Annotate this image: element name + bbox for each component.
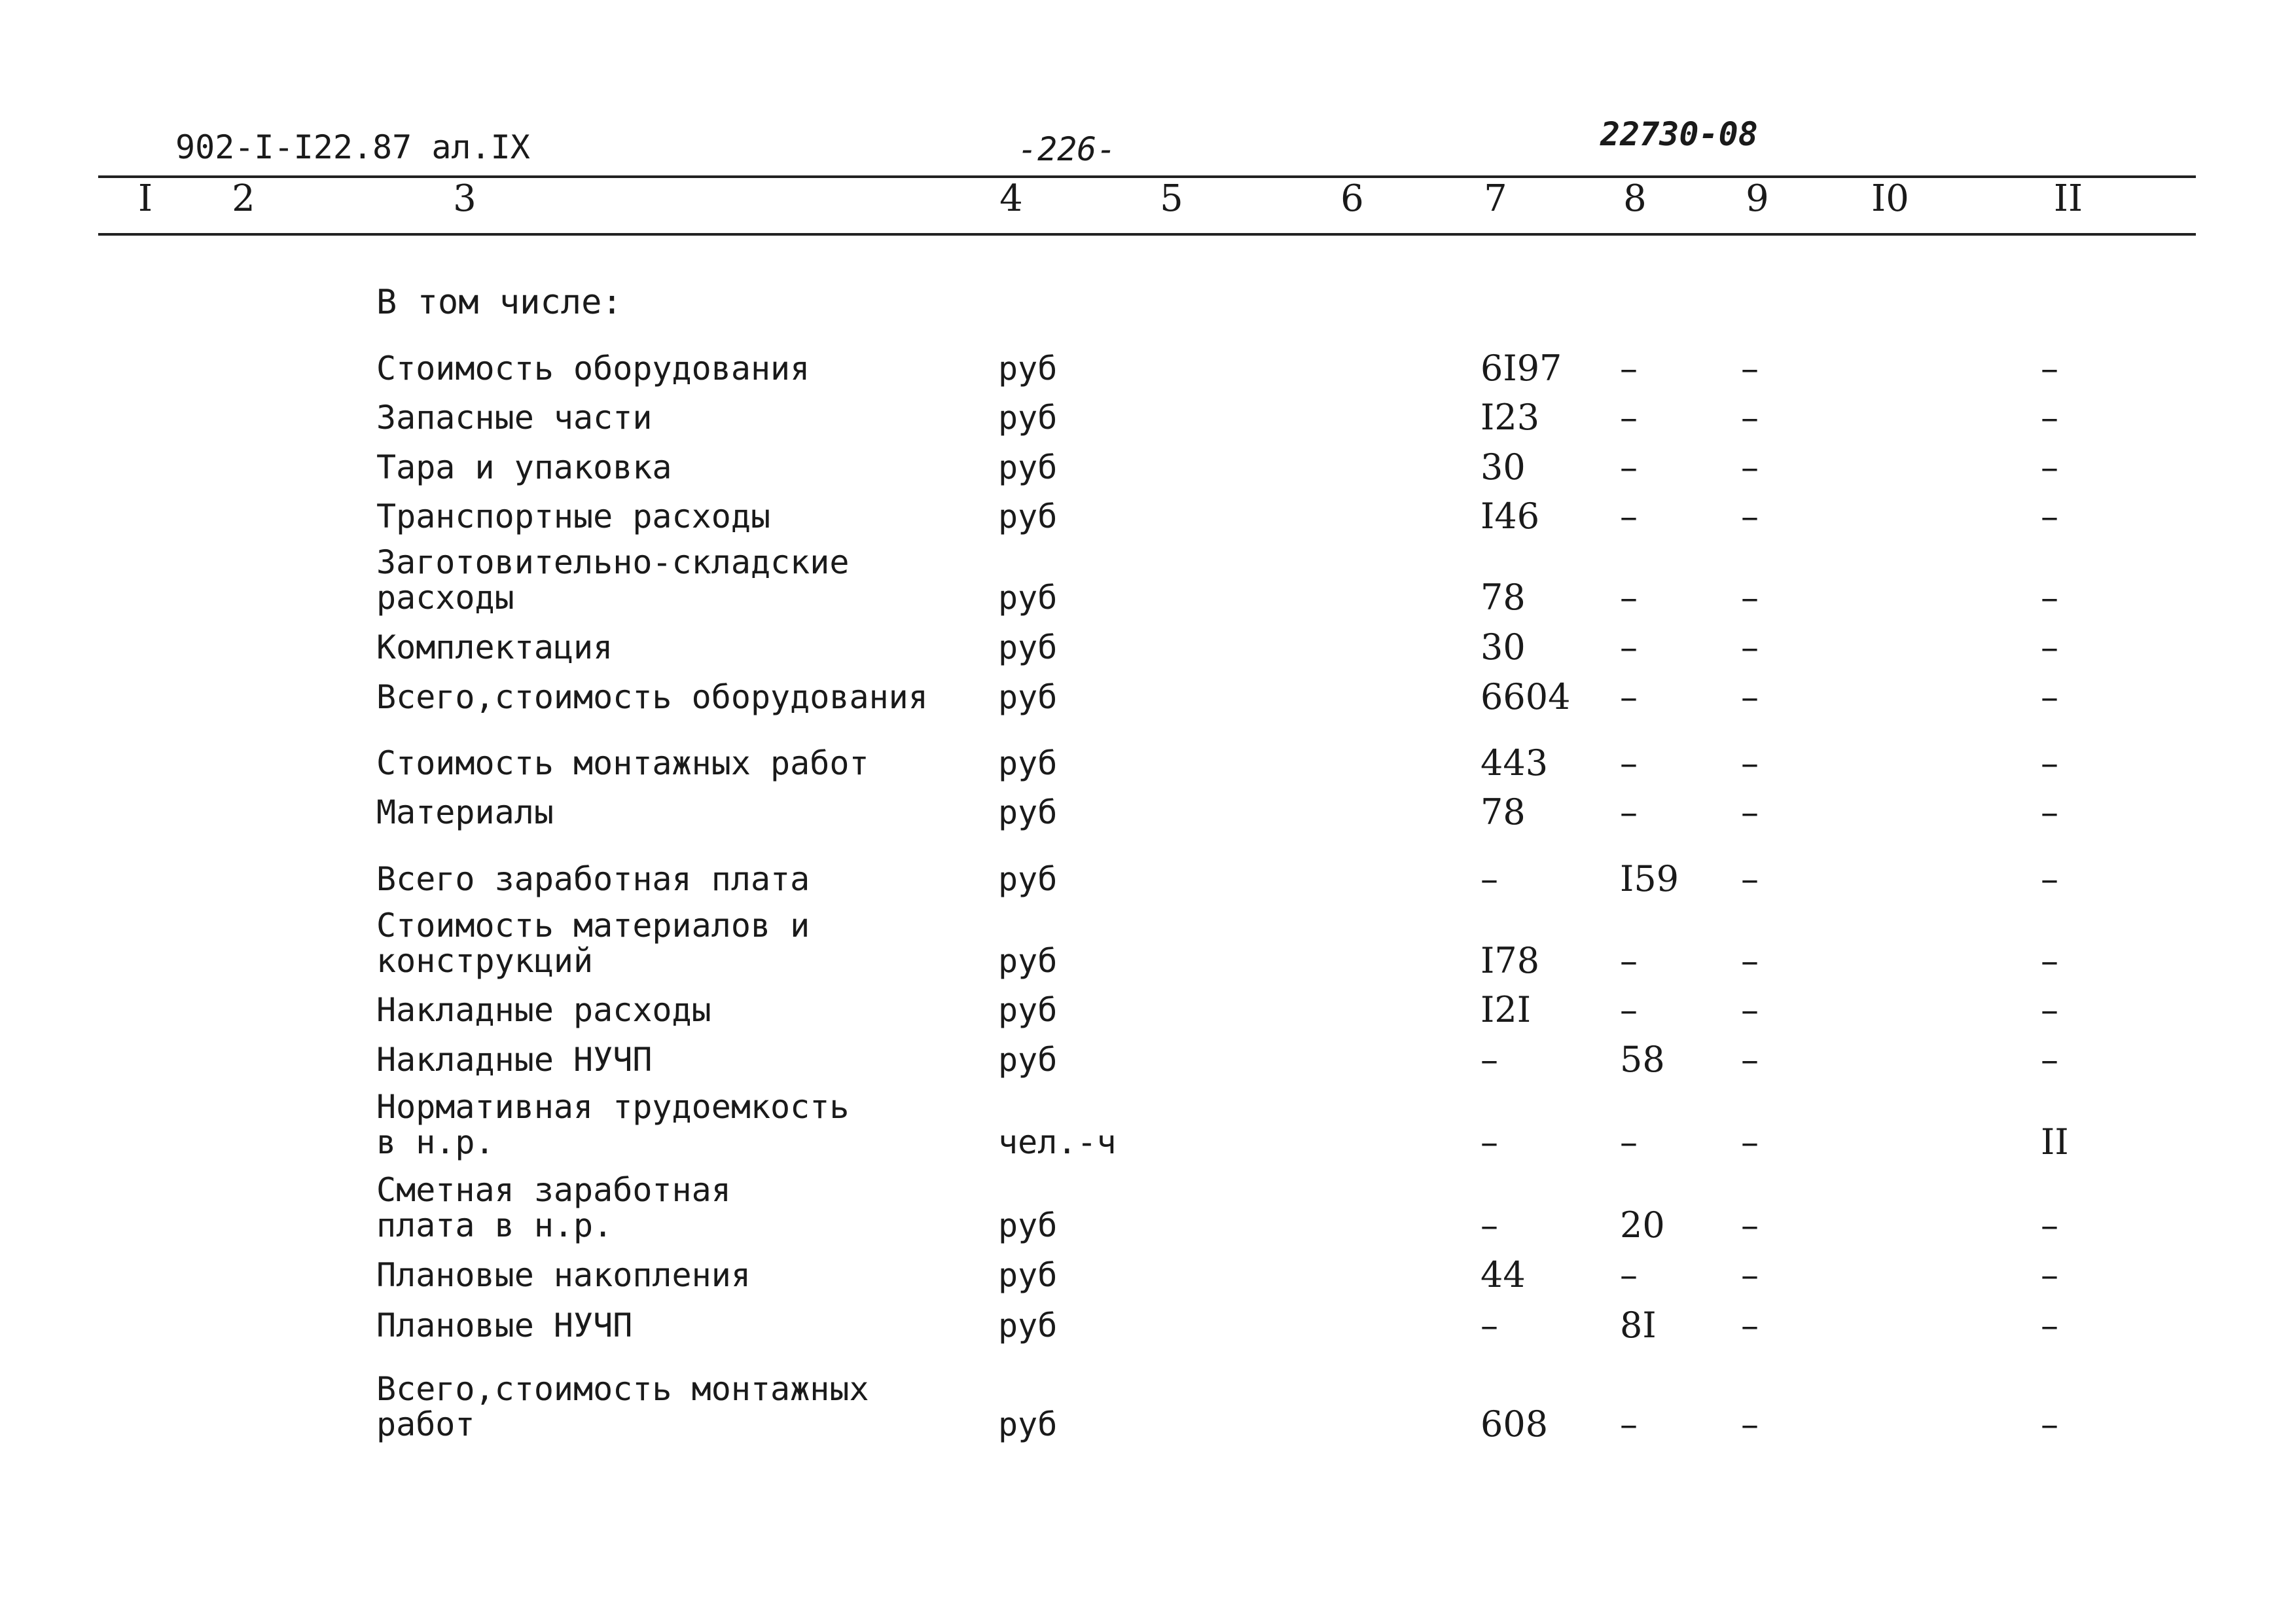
cell-col-8: 20	[1620, 1204, 1665, 1246]
row-name: Плановые НУЧП	[376, 1307, 633, 1344]
cell-col-8: –	[1620, 626, 1638, 668]
row-unit: руб	[998, 793, 1058, 831]
row-name: Материалы	[376, 793, 554, 831]
cell-col-8: –	[1620, 1121, 1638, 1163]
table-row	[0, 543, 2296, 618]
row-unit: руб	[998, 744, 1058, 782]
cell-col-11: –	[2041, 577, 2058, 618]
table-row	[0, 348, 2296, 389]
row-name: Нормативная трудоемкость в н.р.	[376, 1088, 850, 1161]
cell-col-9: –	[1741, 1121, 1759, 1163]
cell-col-7: 608	[1480, 1403, 1549, 1445]
row-unit: руб	[998, 628, 1058, 666]
cell-col-8: 8I	[1620, 1305, 1657, 1346]
cell-col-9: –	[1741, 1403, 1759, 1445]
row-name: Запасные части	[376, 399, 653, 437]
cell-col-9: –	[1741, 791, 1759, 833]
cell-col-8: –	[1620, 940, 1638, 981]
column-header-3: 3	[453, 177, 476, 220]
table-row	[0, 989, 2296, 1030]
cell-col-9: –	[1741, 446, 1759, 488]
cell-col-7: 6I97	[1480, 348, 1562, 389]
cell-col-11: –	[2041, 1039, 2058, 1080]
row-unit: руб	[998, 1206, 1058, 1244]
row-unit: руб	[998, 1405, 1058, 1443]
cell-col-11: –	[2041, 446, 2058, 488]
column-header-6: 6	[1340, 177, 1364, 220]
row-name: Стоимость оборудования	[376, 350, 810, 388]
table-row	[0, 1039, 2296, 1080]
table-row	[0, 907, 2296, 981]
cell-col-11: –	[2041, 742, 2058, 784]
column-header-10: I0	[1871, 177, 1909, 220]
table-row	[0, 676, 2296, 717]
table-header-rule	[98, 233, 2196, 236]
row-unit: руб	[998, 399, 1058, 437]
cell-col-9: –	[1741, 397, 1759, 438]
cell-col-7: 443	[1480, 742, 1549, 784]
cell-col-11: –	[2041, 348, 2058, 389]
row-name: Всего,стоимость оборудования	[376, 678, 928, 716]
row-name: Всего заработная плата	[376, 860, 810, 898]
cell-col-7: 78	[1480, 791, 1526, 833]
cell-col-7: 6604	[1480, 676, 1571, 717]
row-unit: руб	[998, 1256, 1058, 1294]
cell-col-11: –	[2041, 397, 2058, 438]
cell-col-9: –	[1741, 1204, 1759, 1246]
row-unit: руб	[998, 678, 1058, 716]
row-name: Накладные расходы	[376, 991, 711, 1029]
cell-col-9: –	[1741, 626, 1759, 668]
row-name: Накладные НУЧП	[376, 1041, 653, 1079]
row-name: Тара и упаковка	[376, 448, 672, 486]
table-row	[0, 1088, 2296, 1163]
cell-col-9: –	[1741, 676, 1759, 717]
table-row	[0, 626, 2296, 668]
cell-col-9: –	[1741, 742, 1759, 784]
column-header-2: 2	[232, 177, 255, 220]
column-header-11: II	[2053, 177, 2083, 220]
cell-col-7: 30	[1480, 446, 1526, 488]
table-row	[0, 1370, 2296, 1445]
row-unit: руб	[998, 860, 1058, 898]
table-row	[0, 791, 2296, 833]
cell-col-11: –	[2041, 496, 2058, 537]
row-unit: руб	[998, 579, 1058, 617]
cell-col-8: 58	[1620, 1039, 1665, 1080]
cell-col-9: –	[1741, 940, 1759, 981]
row-unit: руб	[998, 448, 1058, 486]
row-name: Сметная заработная плата в н.р.	[376, 1171, 731, 1244]
row-name: Всего,стоимость монтажных работ	[376, 1370, 869, 1443]
cell-col-8: –	[1620, 446, 1638, 488]
column-header-7: 7	[1484, 177, 1507, 220]
row-name: Стоимость материалов и конструкций	[376, 907, 810, 980]
document-code: 902-I-I22.87 ал.IX	[175, 128, 530, 166]
cell-col-11: –	[2041, 858, 2058, 899]
column-header-5: 5	[1160, 177, 1183, 220]
cell-col-9: –	[1741, 1039, 1759, 1080]
cell-col-8: –	[1620, 496, 1638, 537]
cell-col-9: –	[1741, 348, 1759, 389]
row-unit: руб	[998, 350, 1058, 388]
cell-col-7: I23	[1480, 397, 1540, 438]
cell-col-11: –	[2041, 1403, 2058, 1445]
page-number: -226-	[1018, 130, 1117, 168]
cell-col-7: –	[1480, 1204, 1498, 1246]
table-row	[0, 1254, 2296, 1295]
cell-col-9: –	[1741, 858, 1759, 899]
cell-col-11: II	[2041, 1121, 2069, 1163]
cell-col-9: –	[1741, 989, 1759, 1030]
cell-col-11: –	[2041, 676, 2058, 717]
cell-col-9: –	[1741, 1254, 1759, 1295]
cell-col-11: –	[2041, 989, 2058, 1030]
cell-col-8: –	[1620, 1254, 1638, 1295]
cell-col-11: –	[2041, 1204, 2058, 1246]
cell-col-11: –	[2041, 626, 2058, 668]
cell-col-11: –	[2041, 1305, 2058, 1346]
table-row	[0, 397, 2296, 438]
cell-col-7: 44	[1480, 1254, 1526, 1295]
row-unit: руб	[998, 1307, 1058, 1344]
cell-col-11: –	[2041, 940, 2058, 981]
cell-col-8: –	[1620, 397, 1638, 438]
cell-col-7: –	[1480, 858, 1498, 899]
cell-col-8: –	[1620, 348, 1638, 389]
cell-col-8: –	[1620, 577, 1638, 618]
sheet-code: 22730-08	[1600, 115, 1758, 153]
column-header-1: I	[137, 177, 153, 220]
cell-col-8: –	[1620, 989, 1638, 1030]
row-unit: руб	[998, 991, 1058, 1029]
row-unit: руб	[998, 942, 1058, 980]
cell-col-8: –	[1620, 1403, 1638, 1445]
table-row	[0, 1171, 2296, 1246]
table-row	[0, 858, 2296, 899]
row-name: Стоимость монтажных работ	[376, 744, 869, 782]
row-unit: чел.-ч	[998, 1123, 1117, 1161]
cell-col-7: 30	[1480, 626, 1526, 668]
table-row	[0, 1305, 2296, 1346]
cell-col-11: –	[2041, 1254, 2058, 1295]
section-intro: В том числе:	[376, 283, 622, 322]
row-name: Транспортные расходы	[376, 497, 771, 535]
table-row	[0, 496, 2296, 537]
cell-col-7: I78	[1480, 940, 1540, 981]
cell-col-8: I59	[1620, 858, 1679, 899]
cell-col-7: –	[1480, 1305, 1498, 1346]
cell-col-8: –	[1620, 676, 1638, 717]
row-unit: руб	[998, 1041, 1058, 1079]
cell-col-7: I46	[1480, 496, 1540, 537]
column-header-9: 9	[1746, 177, 1769, 220]
cell-col-9: –	[1741, 496, 1759, 537]
row-name: Заготовительно-складские расходы	[376, 543, 850, 617]
cell-col-9: –	[1741, 577, 1759, 618]
cell-col-7: –	[1480, 1039, 1498, 1080]
row-name: Плановые накопления	[376, 1256, 751, 1294]
cell-col-7: 78	[1480, 577, 1526, 618]
row-unit: руб	[998, 497, 1058, 535]
cell-col-9: –	[1741, 1305, 1759, 1346]
column-header-8: 8	[1623, 177, 1647, 220]
row-name: Комплектация	[376, 628, 613, 666]
cell-col-11: –	[2041, 791, 2058, 833]
table-row	[0, 742, 2296, 784]
table-row	[0, 446, 2296, 488]
cell-col-8: –	[1620, 791, 1638, 833]
cell-col-7: I2I	[1480, 989, 1532, 1030]
cell-col-7: –	[1480, 1121, 1498, 1163]
cell-col-8: –	[1620, 742, 1638, 784]
column-header-4: 4	[999, 177, 1023, 220]
